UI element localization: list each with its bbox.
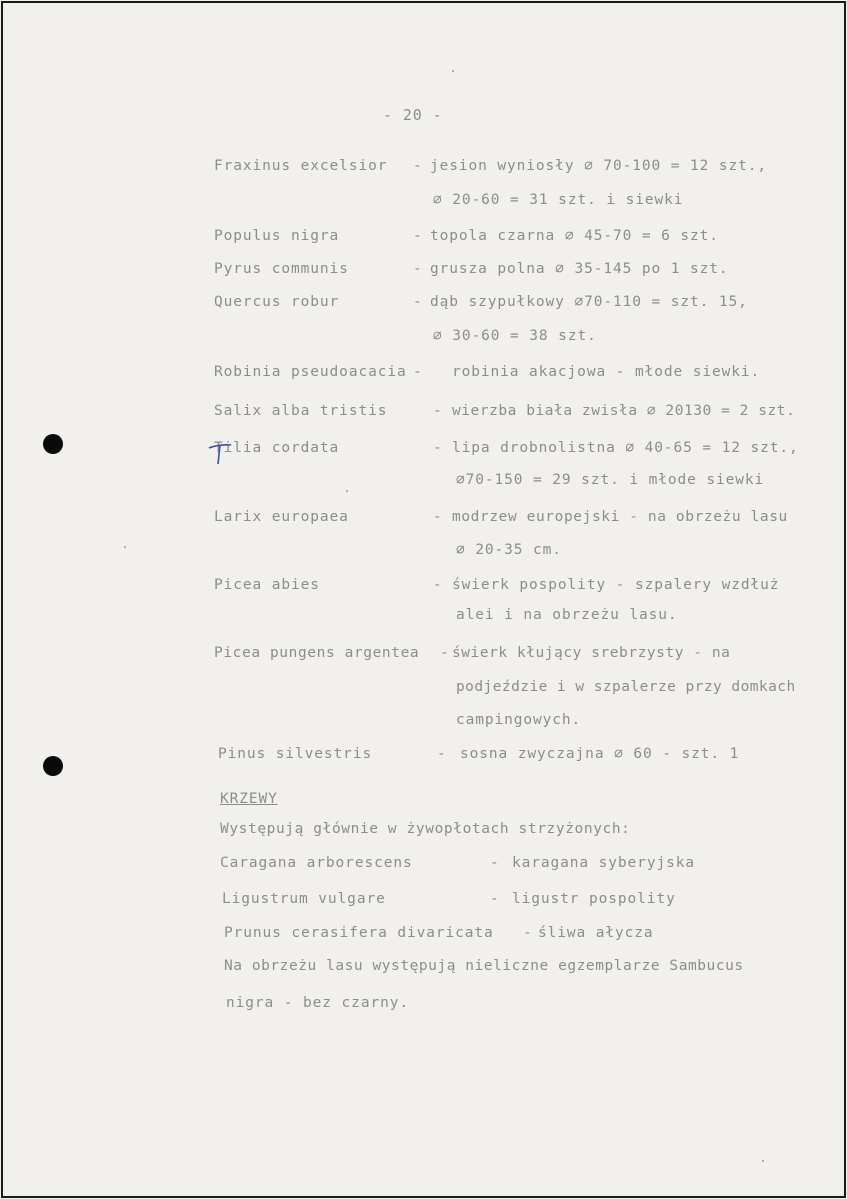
shrub-description: ligustr pospolity <box>512 891 676 907</box>
species-latin: Picea pungens argentea <box>214 645 420 661</box>
punch-hole-bottom <box>43 756 63 776</box>
species-description-continued: ∅70-150 = 29 szt. i młode siewki <box>456 472 765 488</box>
separator-dash: - <box>433 577 443 593</box>
shrub-latin: Prunus cerasifera divaricata <box>224 925 494 941</box>
separator-dash: - <box>413 261 423 277</box>
separator-dash: - <box>433 509 443 525</box>
species-description-continued: ∅ 30-60 = 38 szt. <box>433 328 597 344</box>
species-description-continued: campingowych. <box>456 712 582 728</box>
species-latin: Populus nigra <box>214 228 340 244</box>
separator-dash: - <box>490 855 500 871</box>
species-latin: Fraxinus excelsior <box>214 158 388 174</box>
shrub-latin: Ligustrum vulgare <box>222 891 386 907</box>
species-latin: Tilia cordata <box>214 440 340 456</box>
separator-dash: - <box>433 403 443 419</box>
species-latin: Pinus silvestris <box>218 746 373 762</box>
species-description: świerk kłujący srebrzysty - na <box>452 645 731 661</box>
species-description-continued: ∅ 20-35 cm. <box>456 542 562 558</box>
separator-dash: - <box>523 925 533 941</box>
shrubs-intro: Występują głównie w żywopłotach strzyżonych: <box>220 821 631 837</box>
separator-dash: - <box>433 440 443 456</box>
shrub-description: karagana syberyjska <box>512 855 695 871</box>
shrubs-note-continued: nigra - bez czarny. <box>226 995 409 1011</box>
separator-dash: - <box>437 746 447 762</box>
species-description-continued: ∅ 20-60 = 31 szt. i siewki <box>433 192 684 208</box>
species-description: grusza polna ∅ 35-145 po 1 szt. <box>430 261 729 277</box>
shrub-latin: Caragana arborescens <box>220 855 413 871</box>
species-latin: Salix alba tristis <box>214 403 388 419</box>
shrubs-note: Na obrzeżu lasu występują nieliczne egzemplarze Sambucus <box>224 958 744 974</box>
species-description: wierzba biała zwisła ∅ 20130 = 2 szt. <box>452 403 796 419</box>
species-description: topola czarna ∅ 45-70 = 6 szt. <box>430 228 719 244</box>
species-description: lipa drobnolistna ∅ 40-65 = 12 szt., <box>452 440 799 456</box>
punch-hole-top <box>43 434 63 454</box>
separator-dash: - <box>490 891 500 907</box>
species-latin: Pyrus communis <box>214 261 349 277</box>
species-latin: Larix europaea <box>214 509 349 525</box>
species-description: robinia akacjowa - młode siewki. <box>452 364 761 380</box>
shrubs-heading: KRZEWY <box>220 791 278 807</box>
species-description: jesion wyniosły ∅ 70-100 = 12 szt., <box>430 158 768 174</box>
scan-speck <box>452 70 454 72</box>
scan-speck <box>124 546 126 548</box>
document-sheet <box>5 5 842 1194</box>
scan-speck <box>346 490 348 492</box>
separator-dash: - <box>413 158 423 174</box>
species-latin: Quercus robur <box>214 294 340 310</box>
scan-speck <box>762 1160 764 1162</box>
species-description-continued: podjeździe i w szpalerze przy domkach <box>456 679 796 695</box>
shrub-description: śliwa ałycza <box>538 925 654 941</box>
separator-dash: - <box>413 228 423 244</box>
species-description: sosna zwyczajna ∅ 60 - szt. 1 <box>460 746 740 762</box>
species-description: świerk pospolity - szpalery wzdłuż <box>452 577 780 593</box>
separator-dash: - <box>440 645 450 661</box>
species-description-continued: alei i na obrzeżu lasu. <box>456 607 678 623</box>
handwritten-ink-mark <box>205 438 239 472</box>
species-description: modrzew europejski - na obrzeżu lasu <box>452 509 788 525</box>
species-description: dąb szypułkowy ∅70-110 = szt. 15, <box>430 294 748 310</box>
separator-dash: - <box>413 294 423 310</box>
separator-dash: - <box>413 364 423 380</box>
page-number: - 20 - <box>383 106 443 124</box>
species-latin: Picea abies <box>214 577 320 593</box>
species-latin: Robinia pseudoacacia <box>214 364 407 380</box>
